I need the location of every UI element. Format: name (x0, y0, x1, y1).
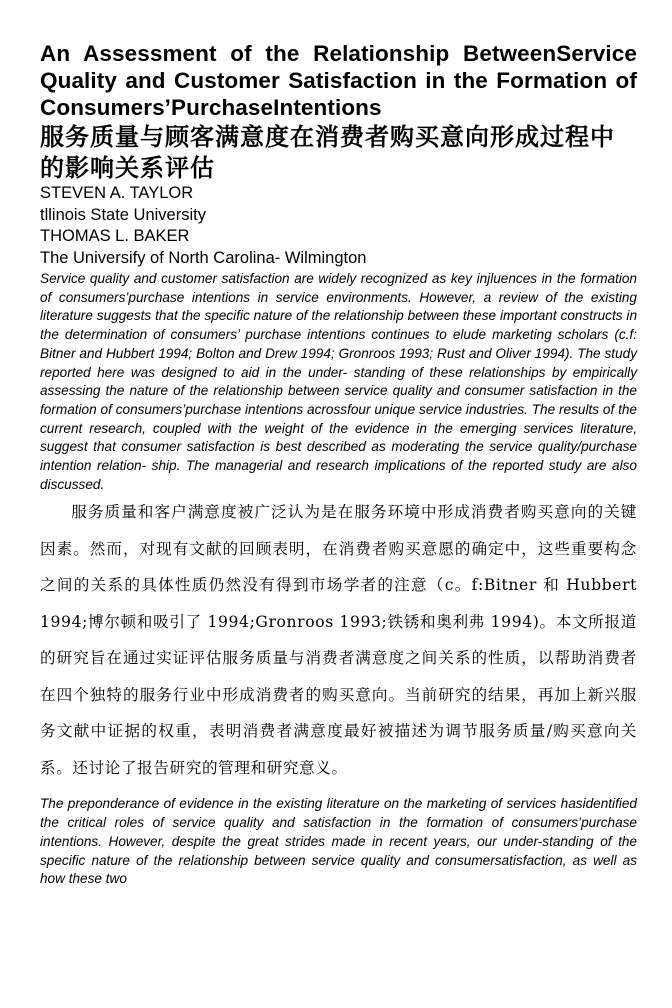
author-name: STEVEN A. TAYLOR (40, 184, 194, 202)
introduction-paragraph: The preponderance of evidence in the existing literature on the marketing of services hasidentified the critical roles of service quality and satisfaction in the formation of consumers’purchase intentions. However, despite the great strides made in recent years, our under-standing of the specific nature of the relationship between service quality and consumersatisfaction, as well as how these two (40, 796, 637, 887)
author-name: THOMAS L. BAKER (40, 227, 190, 245)
author-affiliation: The Universify of North Carolina- Wilmington (40, 248, 367, 267)
paper-page (40, 40, 637, 889)
title-chinese: 服务质量与顾客满意度在消费者购买意向形成过程中的影响关系评估 (40, 122, 615, 182)
title-english: An Assessment of the Relationship BetweenService Quality and Customer Satisfaction in the Formation of Consumers’PurchaseIntentions (40, 41, 637, 120)
author-affiliation: tllinois State University (40, 205, 206, 224)
abstract-english: Service quality and customer satisfaction are widely recognized as key injluences in the formation of consumers’purchase intentions in service environments. However, a review of the existing literature suggests that the specific nature of the relationship between these important constructs in the determination of consumers’ purchase intentions continues to elude marketing scholars (c.f: Bitner and Hubbert 1994; Bolton and Drew 1994; Gronroos 1993; Rust and Oliver 1994). The study reported here was designed to aid in the under- standing of these relationships by empirically assessing the nature of the relationship between service quality and consumer satisfaction in the formation of consumers’purchase intentions acrossfour unique service industries. The results of the current research, coupled with the weight of the evidence in the emerging services literature, suggest that consumer satisfaction is best described as moderating the service quality/purchase intention relation- ship. The managerial and research implications of the reported study are also discussed. (40, 271, 637, 492)
abstract-chinese: 服务质量和客户满意度被广泛认为是在服务环境中形成消费者购买意向的关键因素。然而，对现有文献的回顾表明，在消费者购买意愿的确定中，这些重要构念之间的关系的具体性质仍然没有得到市场学者的注意（c。f:Bitner 和 Hubbert 1994;博尔顿和吸引了 1994;Gronroos 1993;铁锈和奥利弗 1994)。本文所报道的研究旨在通过实证评估服务质量与消费者满意度之间关系的性质，以帮助消费者在四个独特的服务行业中形成消费者的购买意向。当前研究的结果，再加上新兴服务文献中证据的权重，表明消费者满意度最好被描述为调节服务质量/购买意向关系。还讨论了报告研究的管理和研究意义。 (40, 503, 637, 777)
